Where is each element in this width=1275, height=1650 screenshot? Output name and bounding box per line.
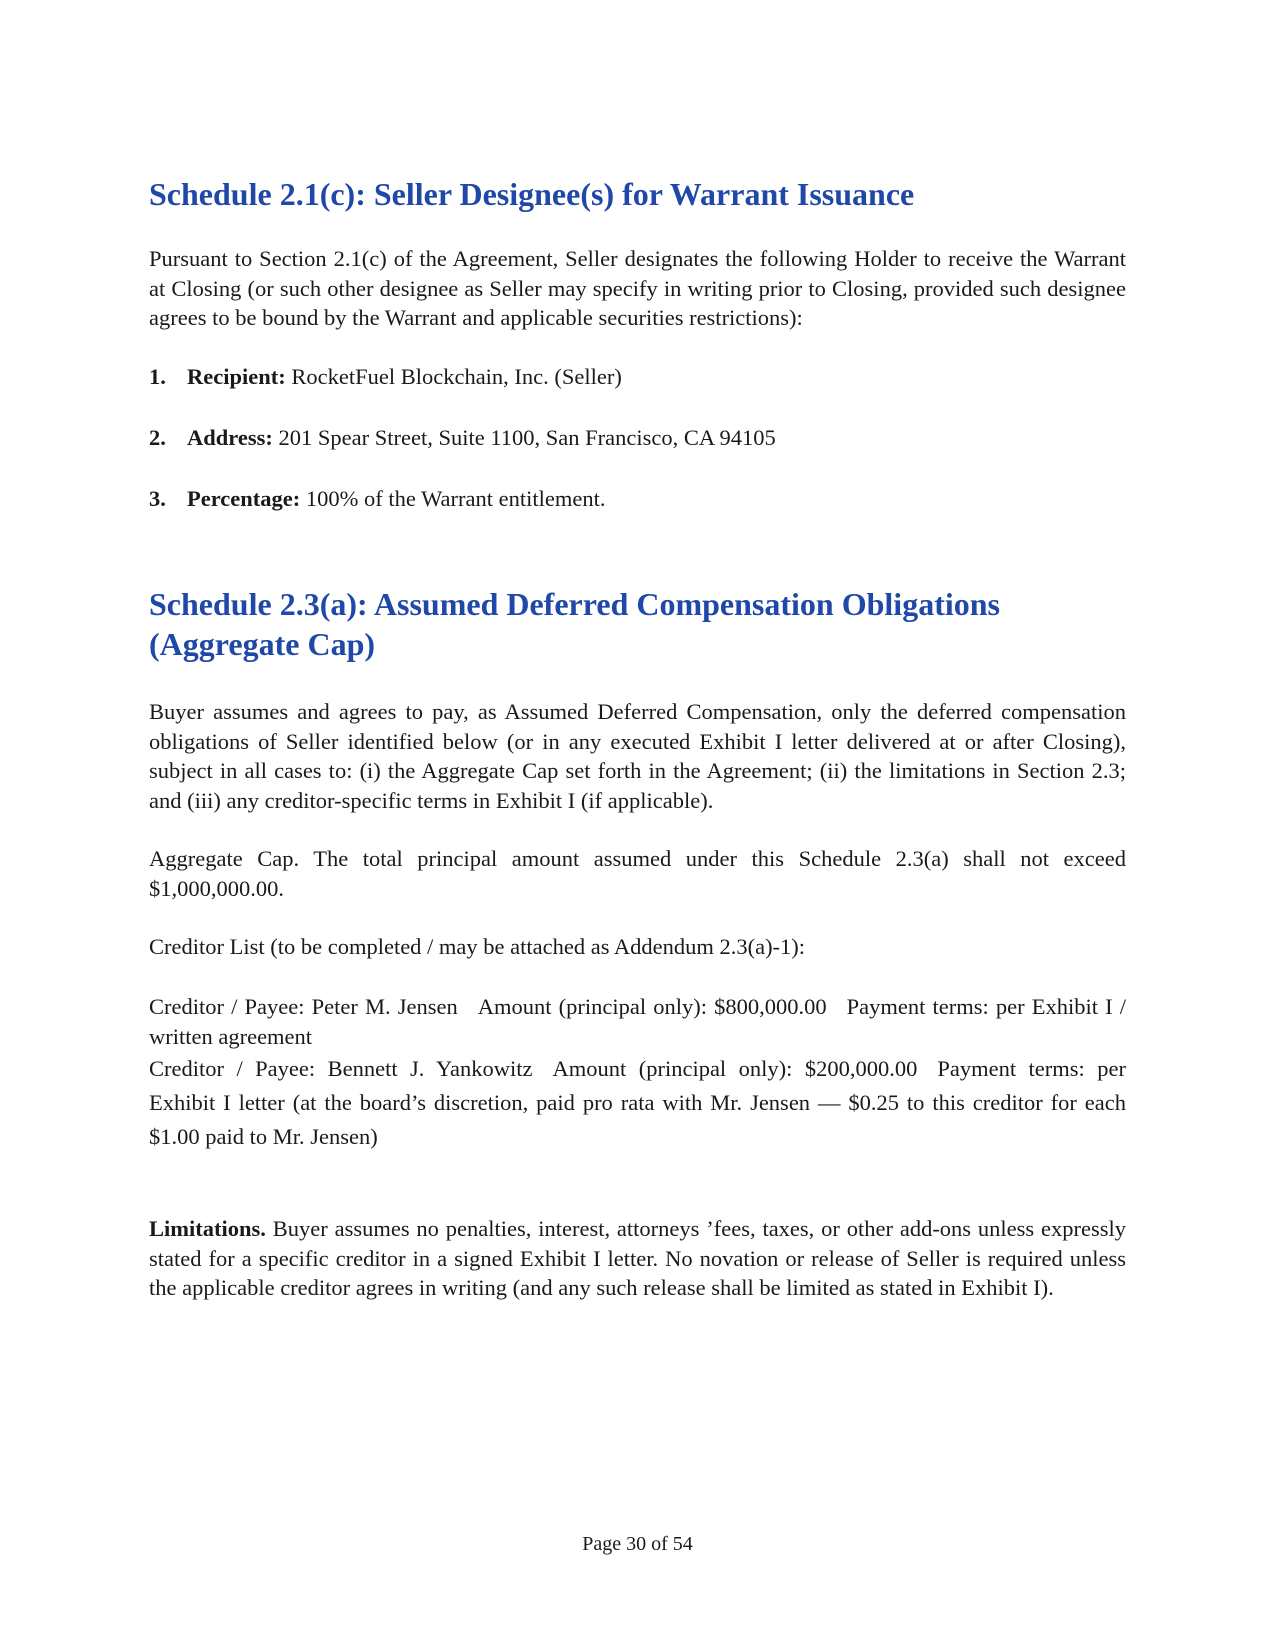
list-item-recipient	[149, 362, 1126, 391]
creditor-terms: Payment terms: per Exhibit I letter (at the board’s discretion, paid pro rata with Mr. Jensen — $0.25 to this creditor for each $1.00 paid to Mr. Jensen)	[149, 1056, 1126, 1149]
list-number: 2.	[149, 425, 166, 450]
list-item-percentage	[149, 484, 1126, 513]
limitations-paragraph	[149, 1214, 1126, 1303]
creditor-payee: Creditor / Payee: Bennett J. Yankowitz	[149, 1056, 533, 1081]
list-value: RocketFuel Blockchain, Inc. (Seller)	[291, 364, 622, 389]
list-item-address	[149, 423, 1126, 452]
schedule-2-1c-intro: Pursuant to Section 2.1(c) of the Agreement, Seller designates the following Holder to receive the Warrant at Closing (or such other designee as Seller may specify in writing prior to Closing, provided such designee agrees to be bound by the Warrant and applicable securities restrictions):	[149, 246, 1126, 330]
schedule-2-3a-heading: Schedule 2.3(a): Assumed Deferred Compensation Obligations (Aggregate Cap)	[149, 586, 1000, 662]
list-number: 1.	[149, 364, 166, 389]
creditor-list-intro: Creditor List (to be completed / may be attached as Addendum 2.3(a)-1):	[149, 934, 806, 959]
creditor-terms: Payment terms: per Exhibit I / written agreement	[149, 994, 1126, 1049]
schedule-2-1c-heading: Schedule 2.1(c): Seller Designee(s) for Warrant Issuance	[149, 176, 915, 212]
list-value: 100% of the Warrant entitlement.	[305, 486, 606, 511]
schedule-2-3a-intro: Buyer assumes and agrees to pay, as Assumed Deferred Compensation, only the deferred compensation obligations of Seller identified below (or in any executed Exhibit I letter delivered at or after Closing), subject in all cases to: (i) the Aggregate Cap set forth in the Agreement; (ii) the limitations in Section 2.3; and (iii) any creditor-specific terms in Exhibit I (if applicable).	[149, 699, 1126, 813]
list-label: Recipient:	[187, 364, 286, 389]
creditor-amount: Amount (principal only): $800,000.00	[477, 994, 827, 1019]
creditor-payee: Creditor / Payee: Peter M. Jensen	[149, 994, 458, 1019]
limitations-label: Limitations.	[149, 1216, 266, 1241]
creditor-amount: Amount (principal only): $200,000.00	[552, 1056, 918, 1081]
limitations-text: Buyer assumes no penalties, interest, attorneys ’fees, taxes, or other add-ons unless expressly stated for a specific creditor in a signed Exhibit I letter. No novation or release of Seller is required unless the applicable creditor agrees in writing (and any such release shall be limited as stated in Exhibit I).	[149, 1216, 1126, 1300]
list-value: 201 Spear Street, Suite 1100, San Francisco, CA 94105	[278, 425, 776, 450]
creditor-entry-jensen	[149, 992, 1126, 1051]
list-label: Address:	[187, 425, 273, 450]
page-number-footer: Page 30 of 54	[582, 1533, 693, 1555]
creditor-entry-yankowitz	[149, 1052, 1126, 1154]
list-number: 3.	[149, 486, 166, 511]
list-label: Percentage:	[187, 486, 301, 511]
aggregate-cap-paragraph: Aggregate Cap. The total principal amount assumed under this Schedule 2.3(a) shall not exceed $1,000,000.00.	[149, 846, 1126, 901]
